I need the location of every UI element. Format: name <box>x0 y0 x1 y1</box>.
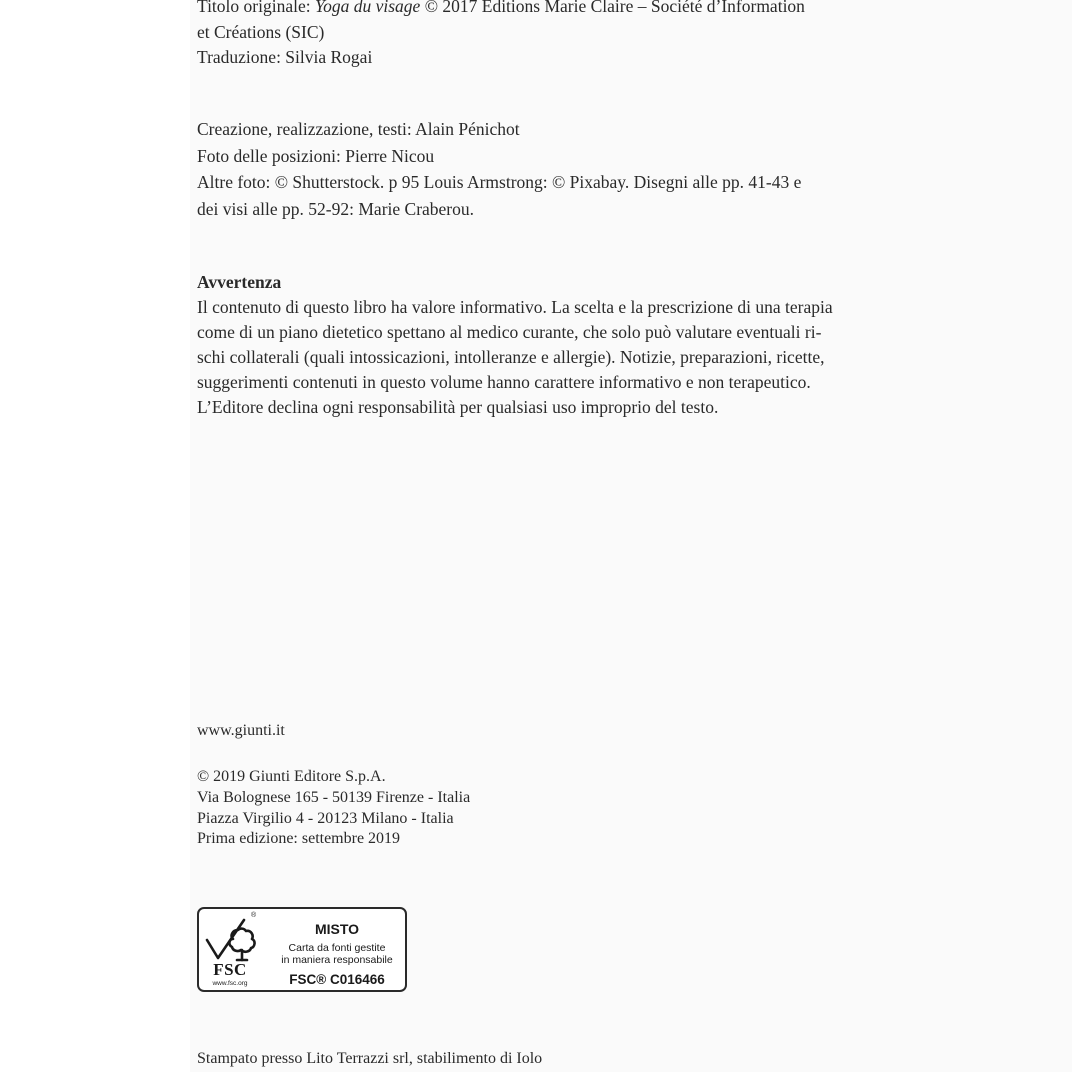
warning-line: come di un piano dietetico spettano al medico curante, che solo può valutare eventuali ri- <box>197 322 822 342</box>
copyright-line: © 2019 Giunti Editore S.p.A. <box>197 768 386 785</box>
original-title-line: Titolo originale: Yoga du visage © 2017 Editions Marie Claire – Société d’Information <box>197 0 805 20</box>
fsc-description-line: Carta da fonti gestite <box>288 942 386 954</box>
credit-line: Creazione, realizzazione, testi: Alain Pénichot <box>197 119 520 139</box>
author-credits <box>197 116 801 222</box>
fsc-label <box>197 907 407 992</box>
warning-heading: Avvertenza <box>197 272 282 292</box>
fsc-license-code: FSC® C016466 <box>289 972 385 987</box>
printer-info: Stampato presso Lito Terrazzi srl, stabilimento di Iolo <box>197 1050 543 1067</box>
original-title-line-2: et Créations (SIC) <box>197 21 325 42</box>
credit-line: Foto delle posizioni: Pierre Nicou <box>197 145 435 166</box>
warning-section <box>197 270 833 420</box>
fsc-tree-check-icon <box>204 914 260 964</box>
warning-line: schi collaterali (quali intossicazioni, intolleranze e allergie). Notizie, preparazioni, ricette, <box>197 347 825 367</box>
fsc-description-line: in maniera responsabile <box>281 954 393 966</box>
warning-line: L’Editore declina ogni responsabilità per qualsiasi uso improprio del testo. <box>197 397 719 417</box>
address-line: Via Bolognese 165 - 50139 Firenze - Italia <box>197 788 471 806</box>
warning-line: suggerimenti contenuti in questo volume hanno carattere informativo e non terapeutico. <box>197 372 811 392</box>
address-line: Piazza Virgilio 4 - 20123 Milano - Italia <box>197 809 454 827</box>
translation-credit: Traduzione: Silvia Rogai <box>197 47 373 67</box>
fsc-url: www.fsc.org <box>212 980 248 987</box>
credit-line: dei visi alle pp. 52-92: Marie Craberou. <box>197 198 475 219</box>
publisher-info <box>197 767 470 850</box>
edition-line: Prima edizione: settembre 2019 <box>197 830 401 848</box>
fsc-logo-word: FSC <box>213 960 247 979</box>
publisher-website: www.giunti.it <box>197 722 285 739</box>
fsc-registered-mark: ® <box>251 912 257 919</box>
warning-line: Il contenuto di questo libro ha valore informativo. La scelta e la prescrizione di una terapia <box>197 297 833 317</box>
original-title-credits <box>197 0 805 71</box>
credit-line: Altre foto: © Shutterstock. p 95 Louis Armstrong: © Pixabay. Disegni alle pp. 41-43 e <box>197 172 802 192</box>
fsc-type: MISTO <box>314 921 360 937</box>
fsc-description <box>269 942 405 966</box>
original-title: Yoga du visage <box>314 0 421 16</box>
